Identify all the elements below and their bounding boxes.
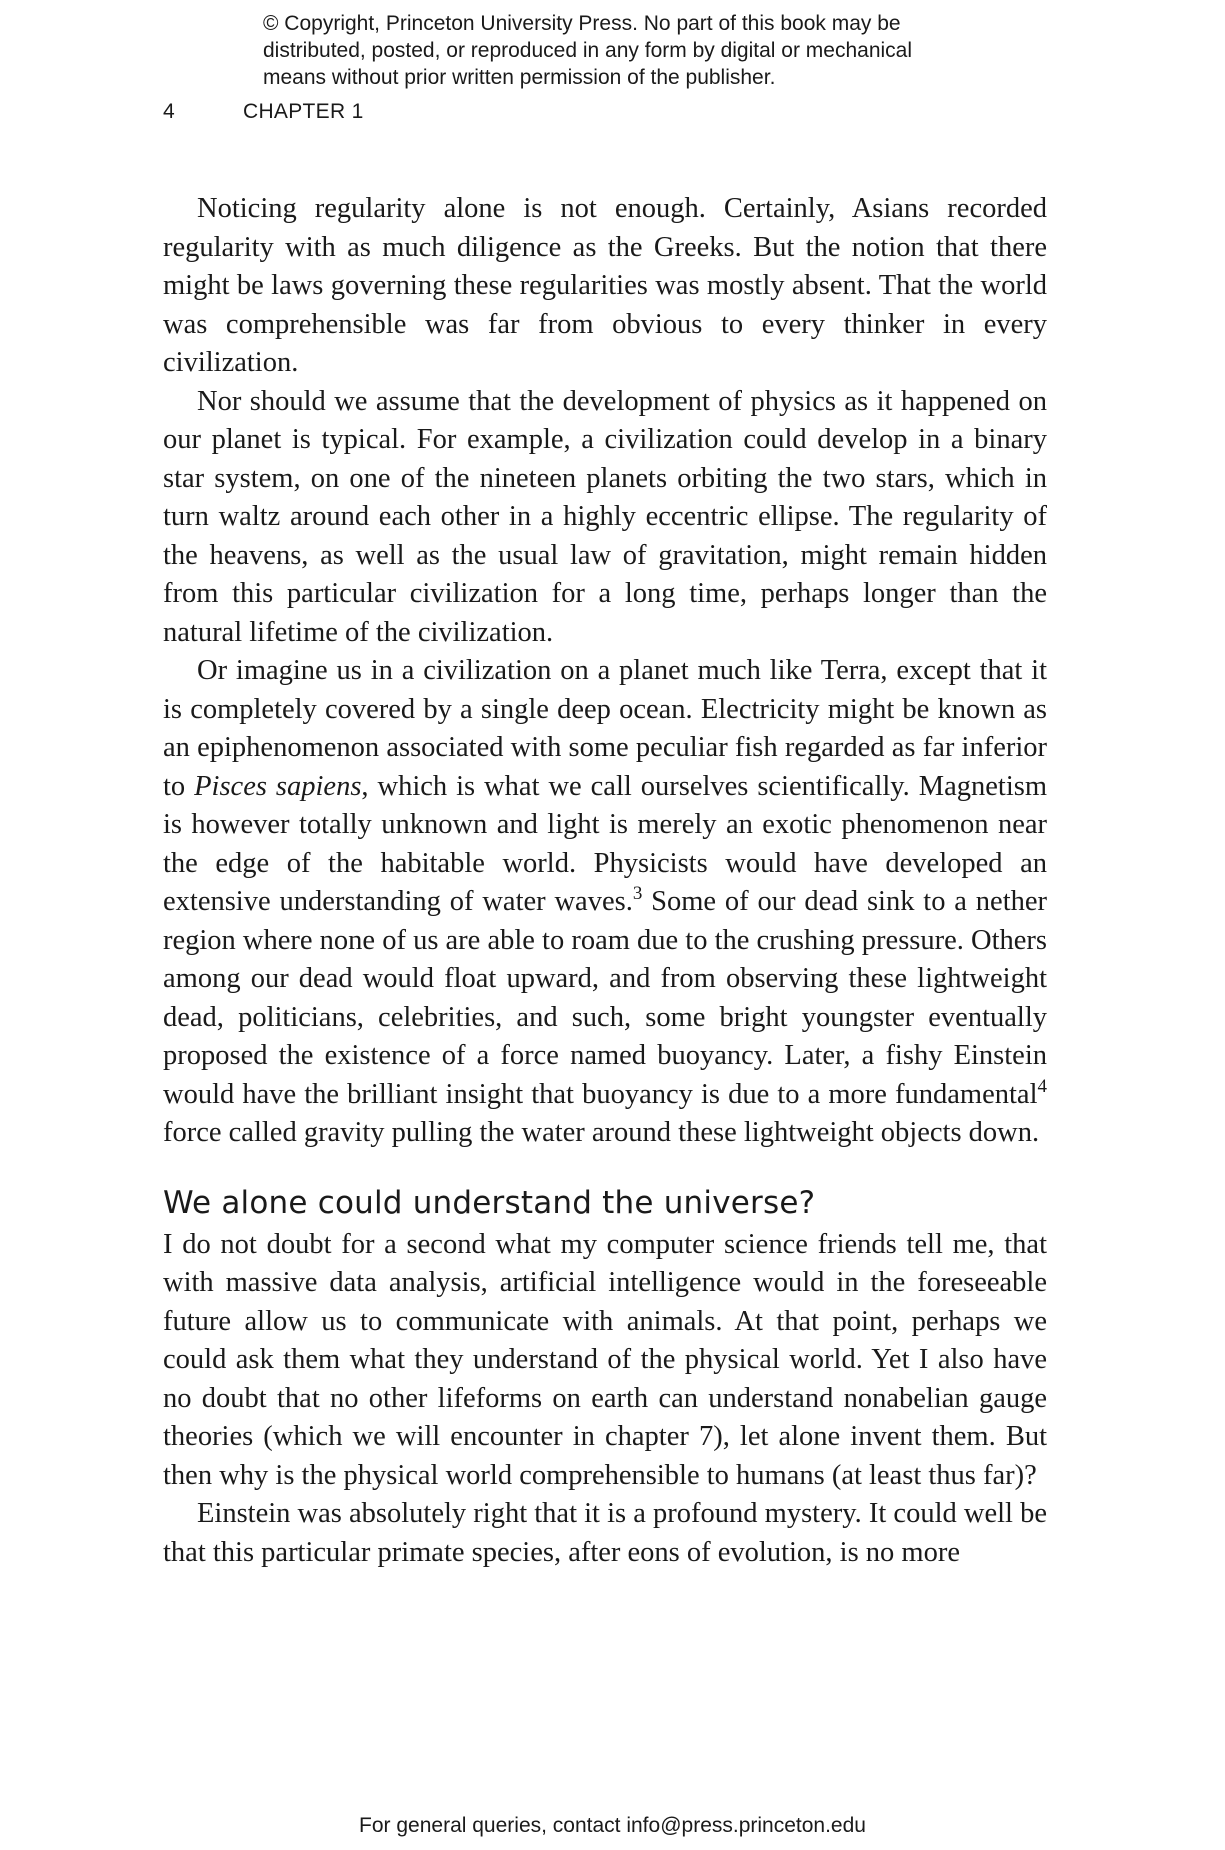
paragraph-1: Noticing regularity alone is not enough. Certainly, Asians recorded regularity with as much diligence as the Greeks. But the notion that there might be laws governing these regularities was mostly absent. That the world was comprehensible was far from obvious to every thinker in every civilization. [163,193,1047,378]
copyright-line-3: means without prior written permission of the publisher. [263,66,776,89]
paragraph-4: I do not doubt for a second what my computer science friends tell me, that with massive data analysis, artificial intelligence would in the foreseeable future allow us to communicate with animals. At that point, perhaps we could ask them what they understand of the physical world. Yet I also have no doubt that no other lifeforms on earth can understand nonabelian gauge theories (which we will encounter in chapter 7), let alone invent them. But then why is the physical world comprehensible to humans (at least thus far)? [163,1228,1047,1491]
section-heading: We alone could understand the universe? [163,1184,816,1221]
footer-contact: For general queries, contact info@press.princeton.edu [359,1814,866,1837]
copyright-notice [263,10,1023,91]
paragraph-3 [163,652,1047,1153]
copyright-line-2: distributed, posted, or reproduced in any form by digital or mechanical [263,39,913,62]
running-head [163,98,364,126]
pisces-sapiens-italic: Pisces sapiens [194,770,362,802]
paragraph-3-part-d: force called gravity pulling the water around these lightweight objects down. [163,1117,1040,1148]
paragraph-3-part-b: , which is what we call ourselves scientifically. Magnetism is however totally unknown and light is merely an exotic phenomenon near the edge of the habitable world. Physicists would have developed an extensive understanding of water waves. [163,770,1048,917]
paragraph-3-part-a: Or imagine us in a civilization on a planet much like Terra, except that it is completely covered by a single deep ocean. Electricity might be known as an epiphenomenon associated with some peculiar fish regarded as far inferior to [163,655,1047,802]
footnote-ref-3[interactable]: 3 [632,883,643,904]
copyright-line-1: © Copyright, Princeton University Press. No part of this book may be [263,12,901,35]
body-text [163,190,1047,1572]
paragraph-3-part-c: Some of our dead sink to a nether region where none of us are able to roam due to the crushing pressure. Others among our dead would float upward, and from observing these lightweight dead, politicians, celebrities, and such, some bright youngster eventually proposed the existence of a force named buoyancy. Later, a fishy Einstein would have the brilliant insight that buoyancy is due to a more fundamental [163,886,1048,1110]
page-number: 4 [163,100,175,123]
paragraph-5: Einstein was absolutely right that it is a profound mystery. It could well be that this particular primate species, after eons of evolution, is no more [163,1498,1047,1568]
paragraph-2: Nor should we assume that the development of physics as it happened on our planet is typical. For example, a civilization could develop in a binary star system, on one of the nineteen planets orbiting the two stars, which in turn waltz around each other in a highly eccentric ellipse. The regularity of the heavens, as well as the usual law of gravitation, might remain hidden from this particular civilization for a long time, perhaps longer than the natural lifetime of the civilization. [163,385,1047,648]
footnote-ref-4[interactable]: 4 [1037,1075,1047,1097]
chapter-label: CHAPTER 1 [243,100,364,123]
